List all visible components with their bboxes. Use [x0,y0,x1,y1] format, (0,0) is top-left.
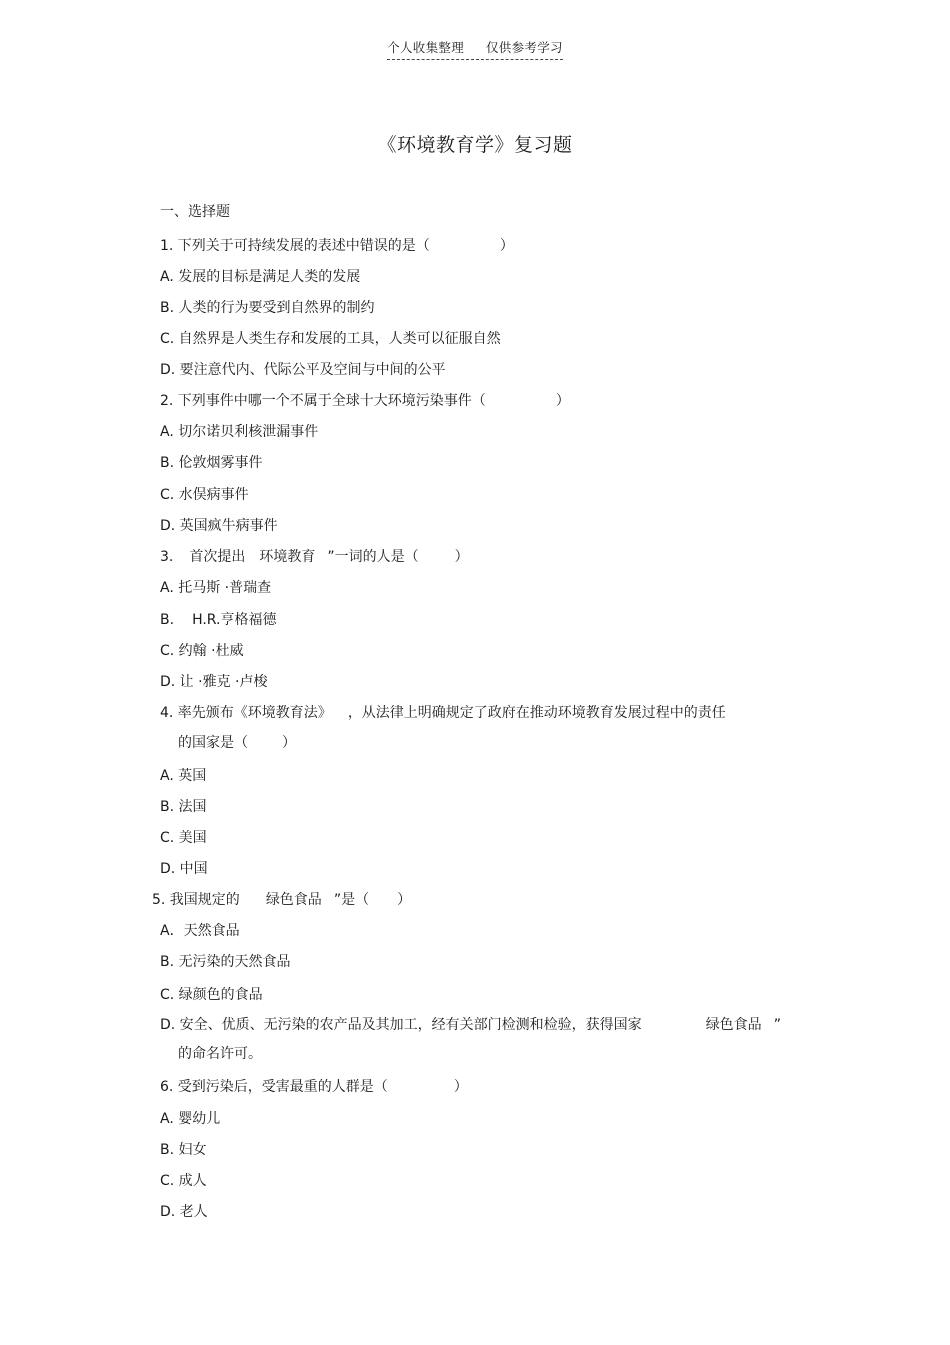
question-6-close: ） [453,1079,468,1095]
q4-option-a: A. 英国 [160,768,207,784]
q4-option-d: D. 中国 [160,861,208,877]
header-right-text: 仅供参考学习 [486,40,563,55]
q5-option-d-text: D. 安全、优质、无污染的农产品及其加工，经有关部门检测和检验，获得国家 [160,1017,642,1033]
question-3 [160,548,469,566]
question-1-close: ） [499,238,514,254]
q1-option-a: A. 发展的目标是满足人类的发展 [160,269,361,285]
q6-option-a: A. 婴幼儿 [160,1111,221,1127]
question-6-text: 6. 受到污染后，受害最重的人群是（ [160,1079,388,1095]
question-6 [160,1078,468,1096]
question-4-close: ） [282,735,296,751]
question-4-text-a: 4. 率先颁布《环境教育法》 [160,705,332,721]
q2-option-a: A. 切尔诺贝利核泄漏事件 [160,424,319,440]
q3-option-c: C. 约翰 ·杜威 [160,643,244,659]
question-2 [160,392,570,410]
q1-option-b: B. 人类的行为要受到自然界的制约 [160,300,375,316]
q3-option-b-text: H.R.亨格福德 [192,612,277,628]
page-header [0,38,950,60]
q5-option-c: C. 绿颜色的食品 [160,987,263,1003]
question-5-text-b: 绿色食品 [265,892,322,908]
header-underline [387,38,563,60]
question-5-text-a: 5. 我国规定的 [152,892,240,908]
q2-option-b: B. 伦敦烟雾事件 [160,455,263,471]
q5-option-a: A．天然食品 [160,923,240,939]
question-4 [160,704,726,722]
q2-option-c: C. 水俣病事件 [160,487,249,503]
q3-option-d: D. 让 ·雅克 ·卢梭 [160,674,268,690]
question-4-text-b: ，从法律上明确规定了政府在推动环境教育发展过程中的责任 [347,705,726,721]
q5-option-b: B. 无污染的天然食品 [160,954,291,970]
q1-option-c: C. 自然界是人类生存和发展的工具，人类可以征服自然 [160,331,501,347]
question-5-close: ） [397,892,412,908]
q4-option-c: C. 美国 [160,830,207,846]
q2-option-d: D. 英国疯牛病事件 [160,518,278,534]
question-3-close: ） [454,549,469,565]
q5-option-d-continued: 的命名许可。 [178,1046,262,1062]
q3-option-b [160,611,276,629]
q5-option-d-quoted: 绿色食品 [705,1017,762,1033]
q6-option-d: D. 老人 [160,1204,208,1220]
question-2-text: 2. 下列事件中哪一个不属于全球十大环境污染事件（ [160,393,486,409]
q6-option-b: B. 妇女 [160,1142,207,1158]
section-heading: 一、选择题 [160,204,230,220]
question-1 [160,237,514,255]
question-2-close: ） [555,393,570,409]
q1-option-d: D. 要注意代内、代际公平及空间与中间的公平 [160,362,446,378]
question-4-continued [178,734,296,752]
question-3-number: 3. [160,549,174,565]
document-title: 《环境教育学》复习题 [377,134,573,156]
q4-option-b: B. 法国 [160,799,207,815]
q3-option-b-letter: B. [160,612,175,628]
q6-option-c: C. 成人 [160,1173,207,1189]
q3-option-a: A. 托马斯 ·普瑞查 [160,580,272,596]
question-5 [152,891,411,909]
question-3-text-d: ”一词的人是（ [327,549,419,565]
q5-option-d [160,1016,781,1034]
question-3-text-b: 首次提出 [189,549,246,565]
question-3-text-c: 环境教育 [259,549,316,565]
question-4-text-cont: 的国家是（ [178,735,248,751]
question-1-text: 1. 下列关于可持续发展的表述中错误的是（ [160,238,430,254]
q5-option-d-quote-mark: ” [773,1017,781,1033]
header-left-text: 个人收集整理 [387,40,464,55]
question-5-text-c: ”是（ [333,892,370,908]
